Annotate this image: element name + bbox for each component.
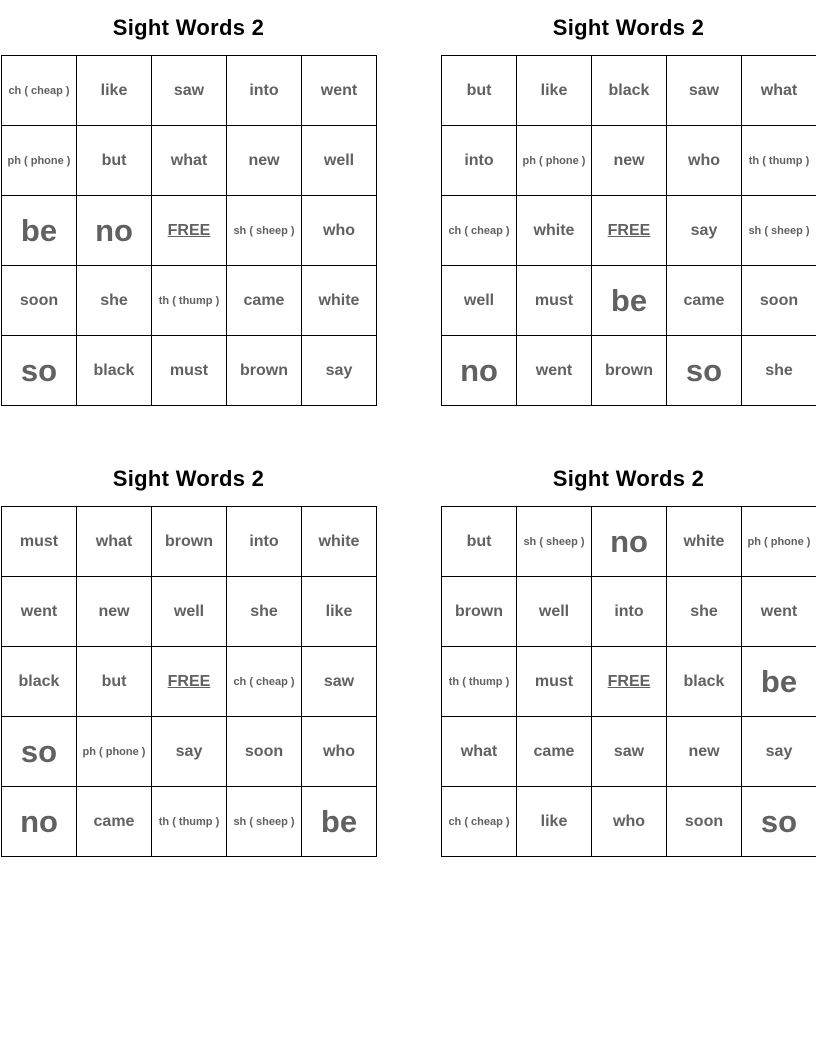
word-cell: brown [592, 336, 667, 406]
word-cell: soon [227, 717, 302, 787]
word-cell: no [2, 787, 77, 857]
grid-row [442, 56, 816, 126]
word-cell: say [302, 336, 377, 406]
word-cell: what [77, 507, 152, 577]
grid-row [2, 126, 377, 196]
word-cell: what [442, 717, 517, 787]
word-cell: must [152, 336, 227, 406]
word-cell: like [517, 787, 592, 857]
word-cell: but [442, 56, 517, 126]
word-cell: th ( thump ) [742, 126, 816, 196]
word-cell: new [227, 126, 302, 196]
grid-row [2, 196, 377, 266]
word-cell: saw [152, 56, 227, 126]
word-cell: ch ( cheap ) [442, 196, 517, 266]
word-cell: well [302, 126, 377, 196]
word-cell: came [77, 787, 152, 857]
grid-row [2, 507, 377, 577]
card-title: Sight Words 2 [112, 466, 265, 491]
word-cell: into [592, 577, 667, 647]
word-cell: into [442, 126, 517, 196]
grid-row [2, 56, 377, 126]
word-cell: white [302, 266, 377, 336]
word-cell: sh ( sheep ) [227, 787, 302, 857]
word-cell: like [77, 56, 152, 126]
word-cell: soon [742, 266, 816, 336]
word-cell: new [77, 577, 152, 647]
card-title: Sight Words 2 [552, 15, 705, 40]
grid-row [2, 336, 377, 406]
card-title: Sight Words 2 [112, 15, 265, 40]
free-space: FREE [592, 647, 667, 717]
grid-row [442, 266, 816, 336]
word-cell: sh ( sheep ) [517, 507, 592, 577]
word-cell: be [2, 196, 77, 266]
word-cell: she [742, 336, 816, 406]
word-cell: who [667, 126, 742, 196]
word-cell: she [227, 577, 302, 647]
word-cell: sh ( sheep ) [227, 196, 302, 266]
word-cell: saw [302, 647, 377, 717]
word-cell: black [77, 336, 152, 406]
word-cell: went [302, 56, 377, 126]
word-cell: so [667, 336, 742, 406]
word-cell: no [77, 196, 152, 266]
word-cell: ph ( phone ) [77, 717, 152, 787]
grid-row [2, 577, 377, 647]
grid-row [2, 266, 377, 336]
word-cell: saw [592, 717, 667, 787]
word-cell: th ( thump ) [152, 266, 227, 336]
word-cell: be [302, 787, 377, 857]
grid-row [442, 196, 816, 266]
word-cell: th ( thump ) [152, 787, 227, 857]
word-cell: new [667, 717, 742, 787]
word-cell: she [667, 577, 742, 647]
grid-row [442, 126, 816, 196]
word-cell: brown [227, 336, 302, 406]
word-cell: what [742, 56, 816, 126]
word-cell: be [742, 647, 816, 717]
free-space: FREE [152, 196, 227, 266]
grid-row [2, 787, 377, 857]
word-cell: who [592, 787, 667, 857]
word-cell: black [2, 647, 77, 717]
word-cell: brown [442, 577, 517, 647]
word-cell: black [592, 56, 667, 126]
word-cell: came [517, 717, 592, 787]
grid-row [442, 507, 816, 577]
word-cell: white [517, 196, 592, 266]
word-cell: came [227, 266, 302, 336]
word-cell: went [517, 336, 592, 406]
word-cell: say [152, 717, 227, 787]
word-cell: well [152, 577, 227, 647]
word-cell: into [227, 56, 302, 126]
word-cell: soon [2, 266, 77, 336]
word-cell: so [2, 717, 77, 787]
word-cell: into [227, 507, 302, 577]
word-cell: ph ( phone ) [517, 126, 592, 196]
word-cell: white [667, 507, 742, 577]
word-cell: ch ( cheap ) [227, 647, 302, 717]
word-cell: but [77, 126, 152, 196]
word-cell: white [302, 507, 377, 577]
word-cell: brown [152, 507, 227, 577]
word-cell: went [742, 577, 816, 647]
word-cell: so [742, 787, 816, 857]
word-cell: but [442, 507, 517, 577]
word-cell: like [302, 577, 377, 647]
word-cell: but [77, 647, 152, 717]
word-cell: be [592, 266, 667, 336]
card-title: Sight Words 2 [552, 466, 705, 491]
word-cell: came [667, 266, 742, 336]
grid-row [442, 336, 816, 406]
word-cell: say [742, 717, 816, 787]
bingo-grid [1, 55, 377, 406]
grid-row [2, 647, 377, 717]
word-cell: th ( thump ) [442, 647, 517, 717]
word-cell: soon [667, 787, 742, 857]
word-cell: she [77, 266, 152, 336]
grid-row [442, 787, 816, 857]
grid-row [442, 647, 816, 717]
word-cell: who [302, 196, 377, 266]
word-cell: no [592, 507, 667, 577]
free-space: FREE [152, 647, 227, 717]
grid-row [442, 717, 816, 787]
word-cell: who [302, 717, 377, 787]
word-cell: must [517, 266, 592, 336]
free-space: FREE [592, 196, 667, 266]
word-cell: black [667, 647, 742, 717]
word-cell: sh ( sheep ) [742, 196, 816, 266]
word-cell: like [517, 56, 592, 126]
bingo-grid [1, 506, 377, 857]
word-cell: say [667, 196, 742, 266]
word-cell: ch ( cheap ) [2, 56, 77, 126]
word-cell: no [442, 336, 517, 406]
word-cell: what [152, 126, 227, 196]
bingo-grid [441, 506, 816, 857]
bingo-grid [441, 55, 816, 406]
word-cell: so [2, 336, 77, 406]
grid-row [2, 717, 377, 787]
word-cell: well [442, 266, 517, 336]
word-cell: must [517, 647, 592, 717]
grid-row [442, 577, 816, 647]
word-cell: new [592, 126, 667, 196]
word-cell: went [2, 577, 77, 647]
word-cell: ph ( phone ) [2, 126, 77, 196]
word-cell: well [517, 577, 592, 647]
word-cell: ph ( phone ) [742, 507, 816, 577]
word-cell: ch ( cheap ) [442, 787, 517, 857]
word-cell: must [2, 507, 77, 577]
word-cell: saw [667, 56, 742, 126]
